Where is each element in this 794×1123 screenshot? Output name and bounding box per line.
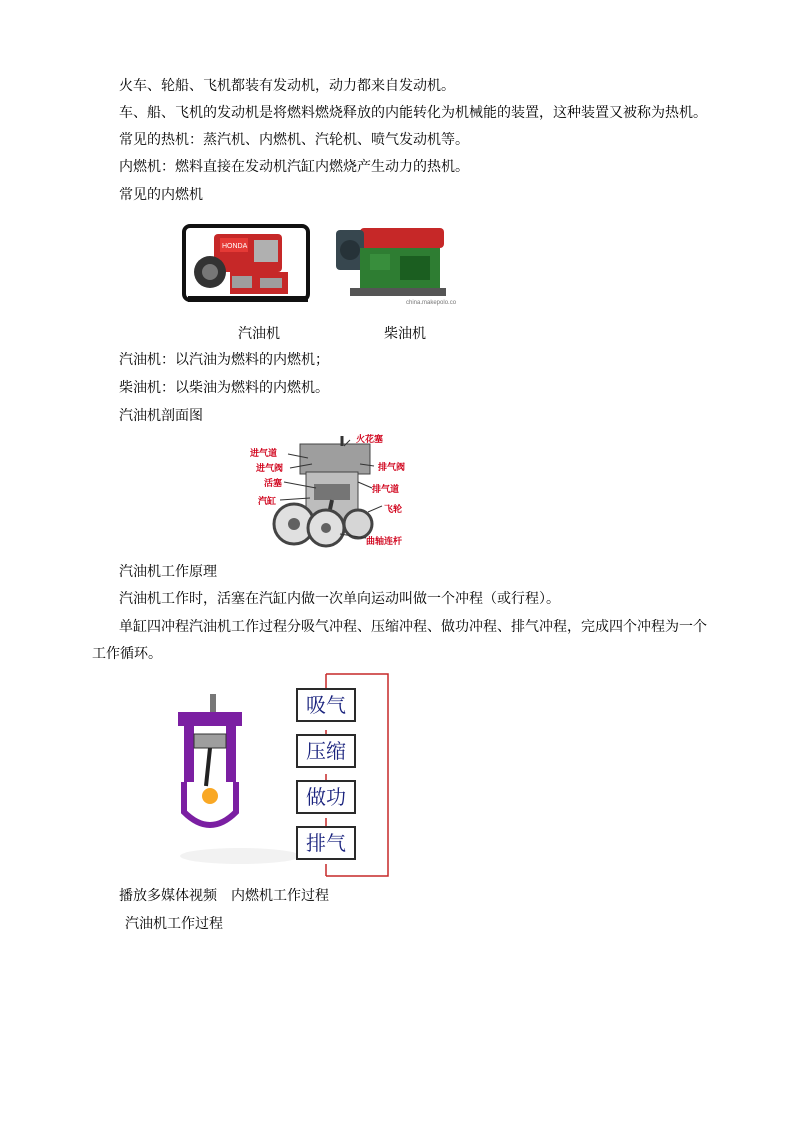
paragraph-working-principle-title: 汽油机工作原理 (119, 564, 217, 580)
paragraph-play-video: 播放多媒体视频 内燃机工作过程 (119, 888, 329, 904)
label-exhaust-duct: 排气道 (372, 485, 400, 495)
label-crankshaft: 曲轴连杆 (366, 537, 403, 547)
paragraph-gasoline-def: 汽油机：以汽油为燃料的内燃机； (119, 352, 329, 368)
label-exhaust-valve: 排气阀 (378, 463, 406, 473)
caption-gasoline-engine: 汽油机 (238, 326, 280, 342)
label-spark-plug: 火花塞 (356, 435, 384, 445)
paragraph-four-stroke-line1: 单缸四冲程汽油机工作过程分吸气冲程、压缩冲程、做功冲程、排气冲程，完成四个冲程为一个 (119, 619, 707, 635)
label-piston: 活塞 (264, 479, 283, 489)
paragraph-four-stroke-line2: 工作循环。 (92, 646, 162, 662)
watermark: china.makepolo.com (406, 300, 456, 306)
paragraph-engines-intro: 火车、轮船、飞机都装有发动机，动力都来自发动机。 (119, 78, 455, 94)
paragraph-common-ice: 常见的内燃机 (119, 187, 203, 203)
stroke-exhaust: 排气 (296, 826, 356, 860)
paragraph-ice-def: 内燃机：燃料直接在发动机汽缸内燃烧产生动力的热机。 (119, 159, 469, 175)
paragraph-process-title: 汽油机工作过程 (125, 916, 223, 932)
paragraph-common-heat-engines: 常见的热机：蒸汽机、内燃机、汽轮机、喷气发动机等。 (119, 132, 469, 148)
label-intake-valve: 进气阀 (256, 464, 284, 474)
stroke-power: 做功 (296, 780, 356, 814)
paragraph-cross-section-title: 汽油机剖面图 (119, 408, 203, 424)
stroke-compression: 压缩 (296, 734, 356, 768)
diesel-engine-image (330, 218, 456, 306)
label-flywheel: 飞轮 (384, 505, 403, 515)
caption-diesel-engine: 柴油机 (384, 326, 426, 342)
paragraph-heat-engine-def: 车、船、飞机的发动机是将燃料燃烧释放的内能转化为机械能的装置，这种装置又被称为热机。 (119, 105, 707, 121)
paragraph-diesel-def: 柴油机：以柴油为燃料的内燃机。 (119, 380, 329, 396)
four-stroke-cycle-figure (170, 672, 390, 878)
label-cylinder: 汽缸 (258, 497, 277, 507)
paragraph-stroke-def: 汽油机工作时，活塞在汽缸内做一次单向运动叫做一个冲程（或行程）。 (119, 591, 560, 607)
gasoline-engine-image (180, 218, 315, 306)
stroke-intake: 吸气 (296, 688, 356, 722)
brand-logo: HONDA (222, 243, 248, 250)
label-intake-duct: 进气道 (250, 449, 278, 459)
engine-cross-section-diagram (250, 428, 410, 554)
